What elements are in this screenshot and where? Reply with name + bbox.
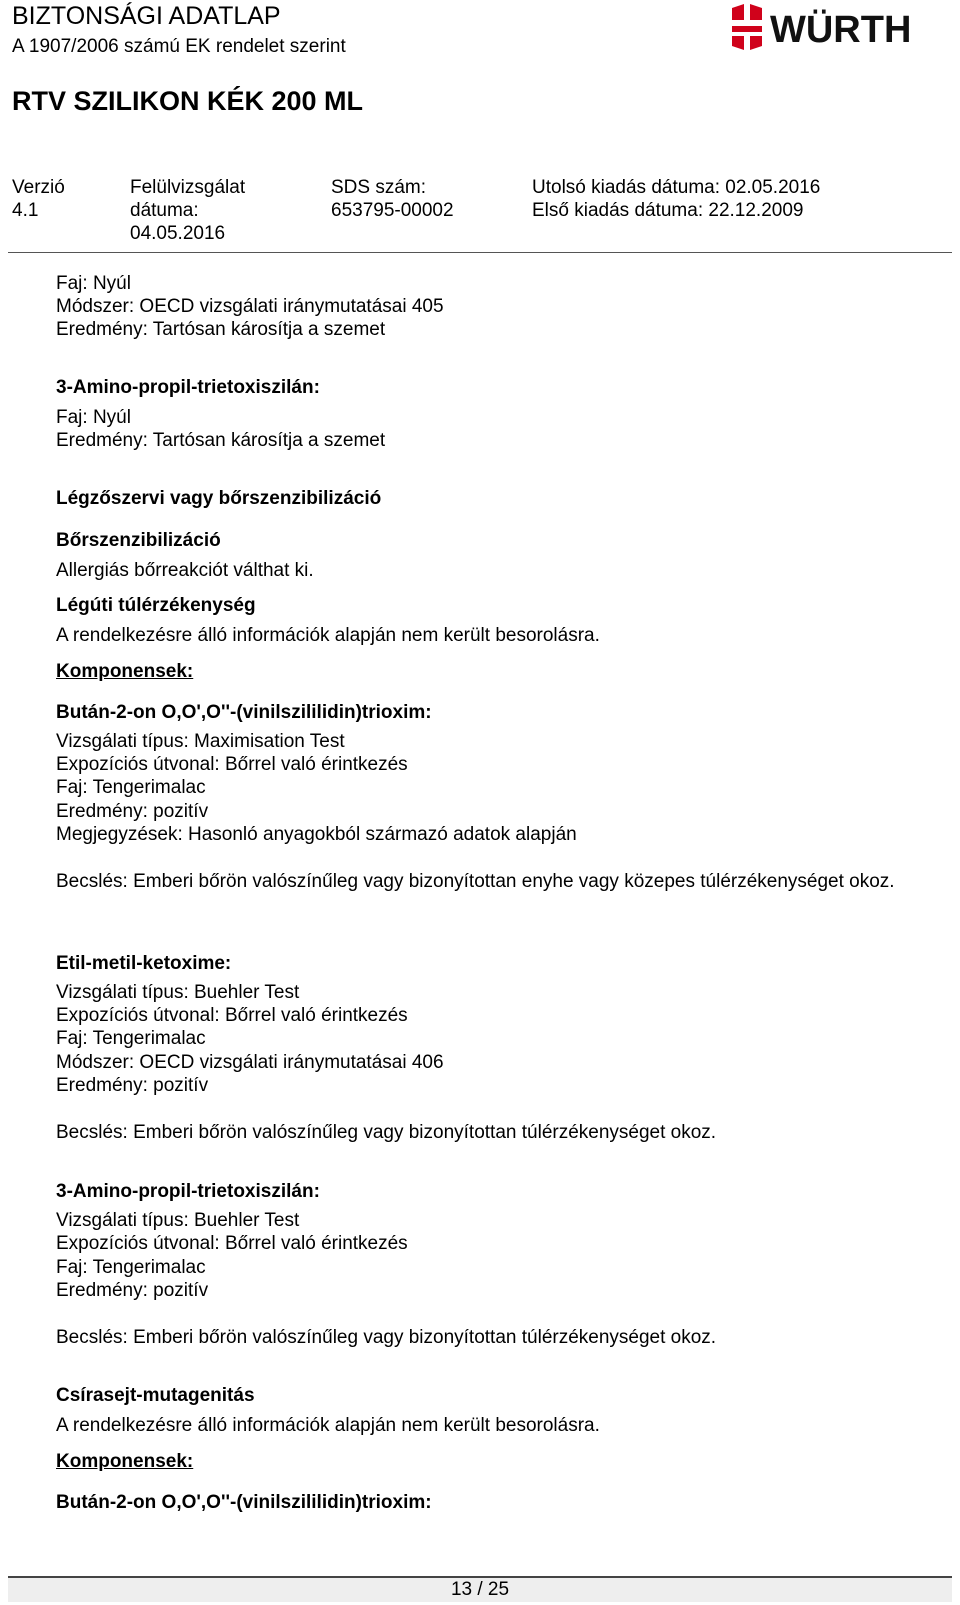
text-line: Faj: Tengerimalac: [56, 777, 206, 798]
substance-heading: Etil-metil-ketoxime:: [56, 953, 232, 974]
wurth-logo-text: WÜRTH: [770, 9, 912, 51]
wurth-logo-icon: [730, 2, 952, 52]
meta-revision-date: 04.05.2016: [130, 223, 226, 244]
text-line: A rendelkezésre álló információk alapján nem került besorolásra.: [56, 625, 600, 646]
substance-heading: 3-Amino-propil-trietoxiszilán:: [56, 1181, 320, 1202]
text-line: Faj: Nyúl: [56, 407, 131, 428]
text-line: Faj: Tengerimalac: [56, 1028, 206, 1049]
substance-heading: 3-Amino-propil-trietoxiszilán:: [56, 377, 320, 398]
meta-last-issue: Utolsó kiadás dátuma: 02.05.2016: [532, 177, 821, 198]
components-heading: Komponensek:: [56, 661, 194, 682]
substance-heading: Bután-2-on O,O',O''-(vinilszililidin)trioxim:: [56, 1492, 432, 1513]
product-name: RTV SZILIKON KÉK 200 ML: [12, 86, 364, 116]
text-line: Expozíciós útvonal: Bőrrel való érintkezés: [56, 1233, 408, 1254]
header-regulation: A 1907/2006 számú EK rendelet szerint: [12, 36, 346, 57]
header-doc-title: BIZTONSÁGI ADATLAP: [12, 2, 281, 30]
subsection-heading: Bőrszenzibilizáció: [56, 530, 221, 551]
text-line: Vizsgálati típus: Buehler Test: [56, 982, 300, 1003]
wurth-logo: [730, 2, 952, 52]
substance-heading: Bután-2-on O,O',O''-(vinilszililidin)trioxim:: [56, 702, 432, 723]
text-line: Expozíciós útvonal: Bőrrel való érintkezés: [56, 1005, 408, 1026]
section-heading: Csírasejt-mutagenitás: [56, 1385, 255, 1406]
text-line: Módszer: OECD vizsgálati iránymutatásai 406: [56, 1052, 444, 1073]
meta-version-label: Verzió 4.1: [12, 177, 65, 221]
meta-sds: SDS szám: 653795-00002: [331, 177, 454, 221]
text-line: Eredmény: pozitív: [56, 1280, 209, 1301]
text-paragraph: Becslés: Emberi bőrön valószínűleg vagy bizonyítottan enyhe vagy közepes túlérzékenységet okoz.: [56, 871, 895, 892]
page-number: 13 / 25: [450, 1579, 510, 1600]
text-line: Eredmény: Tartósan károsítja a szemet: [56, 430, 386, 451]
section-heading: Légzőszervi vagy bőrszenzibilizáció: [56, 488, 382, 509]
text-line: A rendelkezésre álló információk alapján nem került besorolásra.: [56, 1415, 600, 1436]
text-line: Expozíciós útvonal: Bőrrel való érintkezés: [56, 754, 408, 775]
text-line: Eredmény: pozitív: [56, 801, 209, 822]
text-line: Eredmény: Tartósan károsítja a szemet: [56, 319, 386, 340]
text-line: Vizsgálati típus: Buehler Test: [56, 1210, 300, 1231]
text-line: Vizsgálati típus: Maximisation Test: [56, 731, 345, 752]
subsection-heading: Légúti túlérzékenység: [56, 595, 256, 616]
text-line: Allergiás bőrreakciót válthat ki.: [56, 560, 314, 581]
meta-first-issue: Első kiadás dátuma: 22.12.2009: [532, 200, 804, 221]
meta-issue-dates: [532, 176, 820, 222]
text-line: Faj: Tengerimalac: [56, 1257, 206, 1278]
meta-sds-number: 653795-00002: [331, 200, 454, 221]
text-line: Faj: Nyúl: [56, 273, 131, 294]
meta-version: 4.1: [12, 200, 39, 221]
text-line: Becslés: Emberi bőrön valószínűleg vagy bizonyítottan túlérzékenységet okoz.: [56, 1122, 717, 1143]
text-line: Becslés: Emberi bőrön valószínűleg vagy bizonyítottan túlérzékenységet okoz.: [56, 1327, 717, 1348]
text-line: Módszer: OECD vizsgálati iránymutatásai 405: [56, 296, 444, 317]
header-divider: [8, 252, 952, 253]
text-line: Eredmény: pozitív: [56, 1075, 209, 1096]
components-heading: Komponensek:: [56, 1451, 194, 1472]
text-line: Megjegyzések: Hasonló anyagokból származó adatok alapján: [56, 824, 577, 845]
meta-revision: Felülvizsgálat dátuma: 04.05.2016: [130, 177, 246, 244]
